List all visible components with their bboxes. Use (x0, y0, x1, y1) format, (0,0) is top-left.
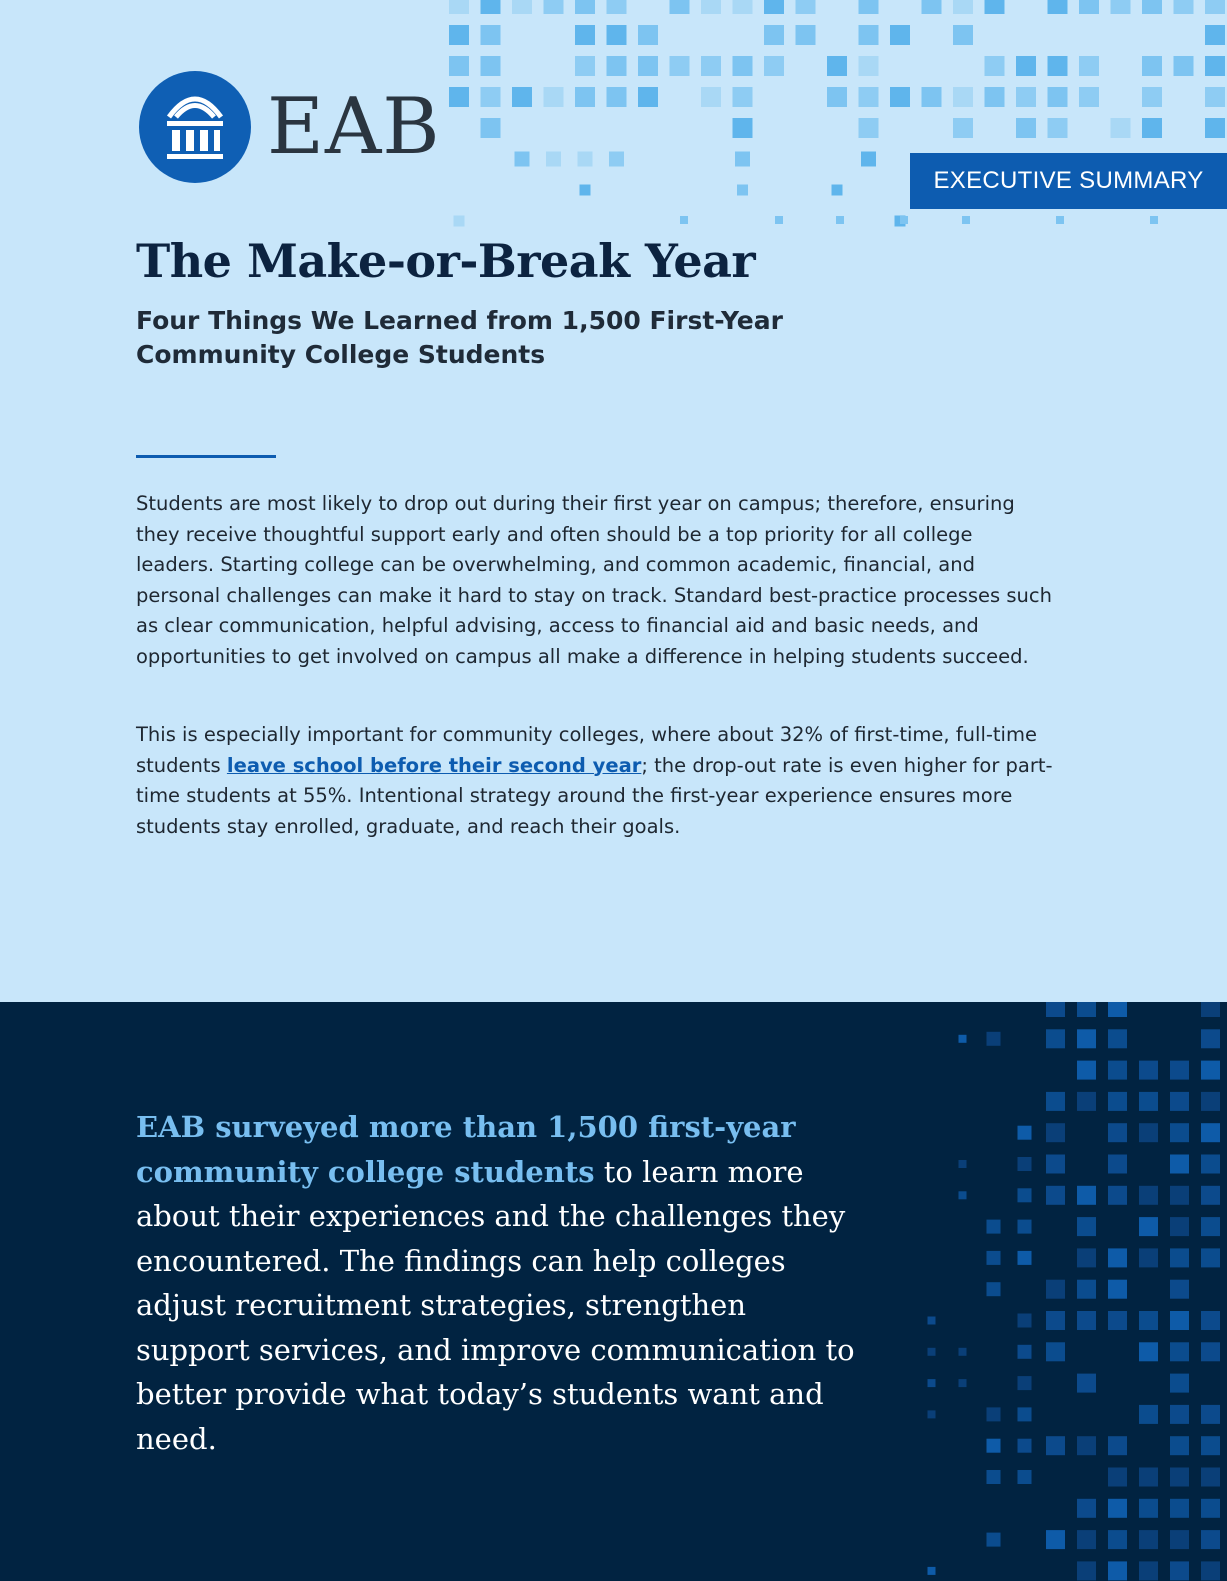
decorative-square (607, 87, 627, 107)
decorative-square (985, 56, 1005, 76)
decorative-square (1201, 1561, 1220, 1580)
decorative-square (512, 87, 532, 107)
decorative-square (1170, 1405, 1189, 1424)
decorative-square (609, 152, 624, 167)
decorative-square (959, 1379, 967, 1387)
decorative-square (1142, 56, 1162, 76)
decorative-square (928, 1567, 936, 1575)
decorative-square (1077, 1186, 1096, 1205)
decorative-square (1170, 1561, 1189, 1580)
community-college-paragraph (136, 720, 1056, 842)
decorative-square (1201, 1468, 1220, 1487)
decorative-square (1170, 1092, 1189, 1111)
decorative-square (1170, 1342, 1189, 1361)
decorative-square (1139, 1123, 1158, 1142)
decorative-square (449, 25, 469, 45)
decorative-square (1046, 1342, 1065, 1361)
decorative-square (680, 216, 688, 224)
decorative-square (1139, 1561, 1158, 1580)
decorative-square (953, 0, 973, 14)
institution-columns-icon (139, 71, 251, 183)
decorative-square (1018, 1314, 1032, 1328)
decorative-square (481, 87, 501, 107)
decorative-square (985, 87, 1005, 107)
decorative-square (1048, 118, 1068, 138)
decorative-square (959, 1191, 967, 1199)
decorative-square (481, 25, 501, 45)
decorative-square (1108, 1002, 1127, 1017)
decorative-square (481, 56, 501, 76)
decorative-square (1108, 1155, 1127, 1174)
decorative-square (827, 87, 847, 107)
decorative-square (575, 0, 595, 14)
decorative-square (1077, 1029, 1096, 1048)
decorative-square (1077, 1530, 1096, 1549)
decorative-square (922, 0, 942, 14)
decorative-square (1170, 1123, 1189, 1142)
decorative-square (1046, 1155, 1065, 1174)
decorative-square (1046, 1092, 1065, 1111)
decorative-square (481, 0, 501, 14)
decorative-square (1201, 1530, 1220, 1549)
decorative-square (1046, 1002, 1065, 1017)
decorative-square (1077, 1561, 1096, 1580)
decorative-square (1108, 1530, 1127, 1549)
decorative-square (1201, 1155, 1220, 1174)
decorative-square (928, 1317, 936, 1325)
survey-callout (136, 1105, 856, 1461)
paragraph-text-end: ; the drop-out rate is even higher for part-time students at 55%. Intentional strategy around the first-year experience ensures more students stay enrolled, graduate, and reach their goals. (136, 753, 1053, 838)
decorative-square (1077, 1436, 1096, 1455)
decorative-square (890, 87, 910, 107)
decorative-square (1016, 56, 1036, 76)
decorative-square (701, 56, 721, 76)
decorative-square (1170, 1374, 1189, 1393)
decorative-square (1201, 1217, 1220, 1236)
decorative-square (578, 152, 593, 167)
decorative-square (1018, 1439, 1032, 1453)
decorative-square (515, 152, 530, 167)
decorative-square (796, 25, 816, 45)
decorative-square (1139, 1468, 1158, 1487)
decorative-square (861, 152, 876, 167)
decorative-square (953, 118, 973, 138)
decorative-square (1108, 1186, 1127, 1205)
decorative-square (1139, 1248, 1158, 1267)
decorative-square (1018, 1220, 1032, 1234)
decorative-square (987, 1407, 1001, 1421)
divider-rule (136, 455, 276, 458)
decorative-square (701, 0, 721, 14)
decorative-square (737, 185, 748, 196)
decorative-square (544, 0, 564, 14)
decorative-square (1142, 87, 1162, 107)
decorative-square (1111, 118, 1131, 138)
decorative-square (1046, 1280, 1065, 1299)
decorative-square (1046, 1436, 1065, 1455)
decorative-square (1048, 0, 1068, 14)
decorative-square (987, 1439, 1001, 1453)
executive-summary-badge: EXECUTIVE SUMMARY (910, 153, 1227, 209)
decorative-square (1205, 87, 1225, 107)
decorative-square (959, 1348, 967, 1356)
decorative-square (1201, 1405, 1220, 1424)
decorative-square (928, 1379, 936, 1387)
decorative-square (1108, 1436, 1127, 1455)
decorative-square (1150, 216, 1158, 224)
decorative-square (670, 0, 690, 14)
decorative-square (764, 0, 784, 14)
callout-highlight: EAB surveyed more than 1,500 first-year community college students (136, 1110, 796, 1189)
decorative-square (1018, 1157, 1032, 1171)
decorative-square (953, 25, 973, 45)
decorative-square (775, 216, 783, 224)
decorative-square (1108, 1499, 1127, 1518)
decorative-square (928, 1410, 936, 1418)
decorative-square (1077, 1217, 1096, 1236)
decorative-square (1108, 1311, 1127, 1330)
decorative-square (607, 0, 627, 14)
decorative-square (1139, 1186, 1158, 1205)
decorative-square (1139, 1499, 1158, 1518)
decorative-square (1108, 1092, 1127, 1111)
callout-text: to learn more about their experiences and the challenges they encountered. The findings can help colleges adjust recruitment strategies, strengthen support services, and improve communication to better provide what today’s students want and need. (136, 1154, 855, 1456)
decorative-square (454, 216, 465, 227)
decorative-square (1077, 1248, 1096, 1267)
decorative-square (1046, 1186, 1065, 1205)
decorative-square (638, 25, 658, 45)
decorative-square (1201, 1186, 1220, 1205)
decorative-square (512, 0, 532, 14)
decorative-square (922, 87, 942, 107)
decorative-square (1046, 1123, 1065, 1142)
decorative-square (1056, 216, 1064, 224)
decorative-square (449, 56, 469, 76)
decorative-square (735, 152, 750, 167)
decorative-square (449, 87, 469, 107)
decorative-square (1077, 1280, 1096, 1299)
decorative-square (1077, 1061, 1096, 1080)
decorative-square (1201, 1029, 1220, 1048)
decorative-square (1016, 118, 1036, 138)
decorative-square (1018, 1126, 1032, 1140)
decorative-square (607, 56, 627, 76)
decorative-square (1048, 87, 1068, 107)
decorative-square (1108, 1061, 1127, 1080)
decorative-square (859, 56, 879, 76)
eab-logo[interactable] (139, 71, 439, 183)
decorative-square (859, 0, 879, 14)
decorative-square (1139, 1217, 1158, 1236)
decorative-square (449, 0, 469, 14)
decorative-square (832, 185, 843, 196)
decorative-square (987, 1032, 1001, 1046)
decorative-square (764, 56, 784, 76)
decorative-square (987, 1251, 1001, 1265)
decorative-square (1077, 1002, 1096, 1017)
decorative-square (1170, 1186, 1189, 1205)
decorative-square (1079, 87, 1099, 107)
decorative-square (1018, 1188, 1032, 1202)
decorative-square (580, 185, 591, 196)
decorative-square (1201, 1061, 1220, 1080)
decorative-square (575, 56, 595, 76)
decorative-square (1139, 1311, 1158, 1330)
decorative-square (1077, 1499, 1096, 1518)
decorative-square (1108, 1248, 1127, 1267)
decorative-square (733, 56, 753, 76)
decorative-square (1046, 1530, 1065, 1549)
decorative-square (1108, 1468, 1127, 1487)
decorative-square (670, 56, 690, 76)
decorative-square (987, 1220, 1001, 1234)
decorative-square (987, 1470, 1001, 1484)
decorative-square (1108, 1561, 1127, 1580)
decorative-square (836, 216, 844, 224)
decorative-square (1046, 1029, 1065, 1048)
decorative-square (1170, 1436, 1189, 1455)
decorative-square (1174, 0, 1194, 14)
page-subtitle: Four Things We Learned from 1,500 First-Year Community College Students (136, 306, 783, 369)
decorative-square (1139, 1342, 1158, 1361)
decorative-square (481, 118, 501, 138)
decorative-square (1108, 1029, 1127, 1048)
decorative-square (1205, 118, 1225, 138)
decorative-square (1111, 0, 1131, 14)
decorative-square (1205, 25, 1225, 45)
decorative-square (1170, 1280, 1189, 1299)
decorative-square (1201, 1342, 1220, 1361)
decorative-square (953, 87, 973, 107)
decorative-square (890, 25, 910, 45)
decorative-square (1077, 1374, 1096, 1393)
decorative-square (987, 1533, 1001, 1547)
decorative-square (1018, 1470, 1032, 1484)
decorative-square (1170, 1311, 1189, 1330)
decorative-square (733, 0, 753, 14)
decorative-square (959, 1160, 967, 1168)
decorative-square (1201, 1248, 1220, 1267)
logo-wordmark: EAB (267, 82, 441, 172)
decorative-square (1139, 1061, 1158, 1080)
decorative-square (987, 1282, 1001, 1296)
decorative-square (544, 87, 564, 107)
decorative-square (1108, 1123, 1127, 1142)
page-title: The Make-or-Break Year (136, 234, 756, 288)
decorative-square (1139, 1530, 1158, 1549)
decorative-square (1108, 1280, 1127, 1299)
paragraph-text-start: This is especially important for community colleges, where about 32% of first-time, full-time students (136, 723, 1037, 777)
decorative-square (1077, 1092, 1096, 1111)
decorative-square (1205, 56, 1225, 76)
decorative-square (638, 56, 658, 76)
decorative-square (1174, 56, 1194, 76)
decorative-square (1139, 1092, 1158, 1111)
decorative-square (959, 1035, 967, 1043)
decorative-square (827, 56, 847, 76)
decorative-square (796, 0, 816, 14)
decorative-square (1077, 1311, 1096, 1330)
decorative-square (900, 216, 908, 224)
decorative-square (1201, 1092, 1220, 1111)
decorative-square (1142, 118, 1162, 138)
decorative-square (1201, 1002, 1220, 1017)
decorative-square (1170, 1217, 1189, 1236)
decorative-square (1139, 1405, 1158, 1424)
decorative-square (1201, 1436, 1220, 1455)
decorative-square (1079, 0, 1099, 14)
decorative-square (1142, 0, 1162, 14)
decorative-square (733, 118, 753, 138)
decorative-square (1018, 1376, 1032, 1390)
decorative-square (962, 216, 970, 224)
decorative-square (1170, 1061, 1189, 1080)
decorative-square (1205, 0, 1225, 14)
decorative-square (985, 0, 1005, 14)
decorative-square (546, 152, 561, 167)
decorative-square (1018, 1407, 1032, 1421)
decorative-square (859, 118, 879, 138)
decorative-square (1170, 1155, 1189, 1174)
decorative-square (1201, 1499, 1220, 1518)
decorative-square (607, 25, 627, 45)
decorative-square (1048, 56, 1068, 76)
decorative-square (1079, 56, 1099, 76)
decorative-square (733, 87, 753, 107)
decorative-square (1201, 1123, 1220, 1142)
decorative-square (859, 25, 879, 45)
intro-paragraph: Students are most likely to drop out during their first year on campus; therefore, ensuring they receive thoughtful support early and often should be a top priority for all college leaders. Starting college can be overwhelming, and common academic, financial, and personal challenges can make it hard to stay on track. Standard best-practice processes such as clear communication, helpful advising, access to financial aid and basic needs, and opportunities to get involved on campus all make a difference in helping students succeed. (136, 492, 1052, 668)
decorative-square (638, 87, 658, 107)
decorative-square (701, 87, 721, 107)
decorative-square (1018, 1251, 1032, 1265)
survey-callout-section (0, 1002, 1227, 1581)
second-year-dropout-link[interactable]: leave school before their second year (226, 753, 642, 777)
decorative-square (1170, 1468, 1189, 1487)
decorative-square (575, 87, 595, 107)
decorative-square (1046, 1311, 1065, 1330)
decorative-square (1170, 1530, 1189, 1549)
decorative-square (928, 1348, 936, 1356)
decorative-square (1016, 87, 1036, 107)
decorative-square (1018, 1345, 1032, 1359)
decorative-square (859, 87, 879, 107)
decorative-square (1170, 1248, 1189, 1267)
decorative-square (1170, 1499, 1189, 1518)
decorative-square (1201, 1311, 1220, 1330)
decorative-square (575, 25, 595, 45)
decorative-square (764, 25, 784, 45)
